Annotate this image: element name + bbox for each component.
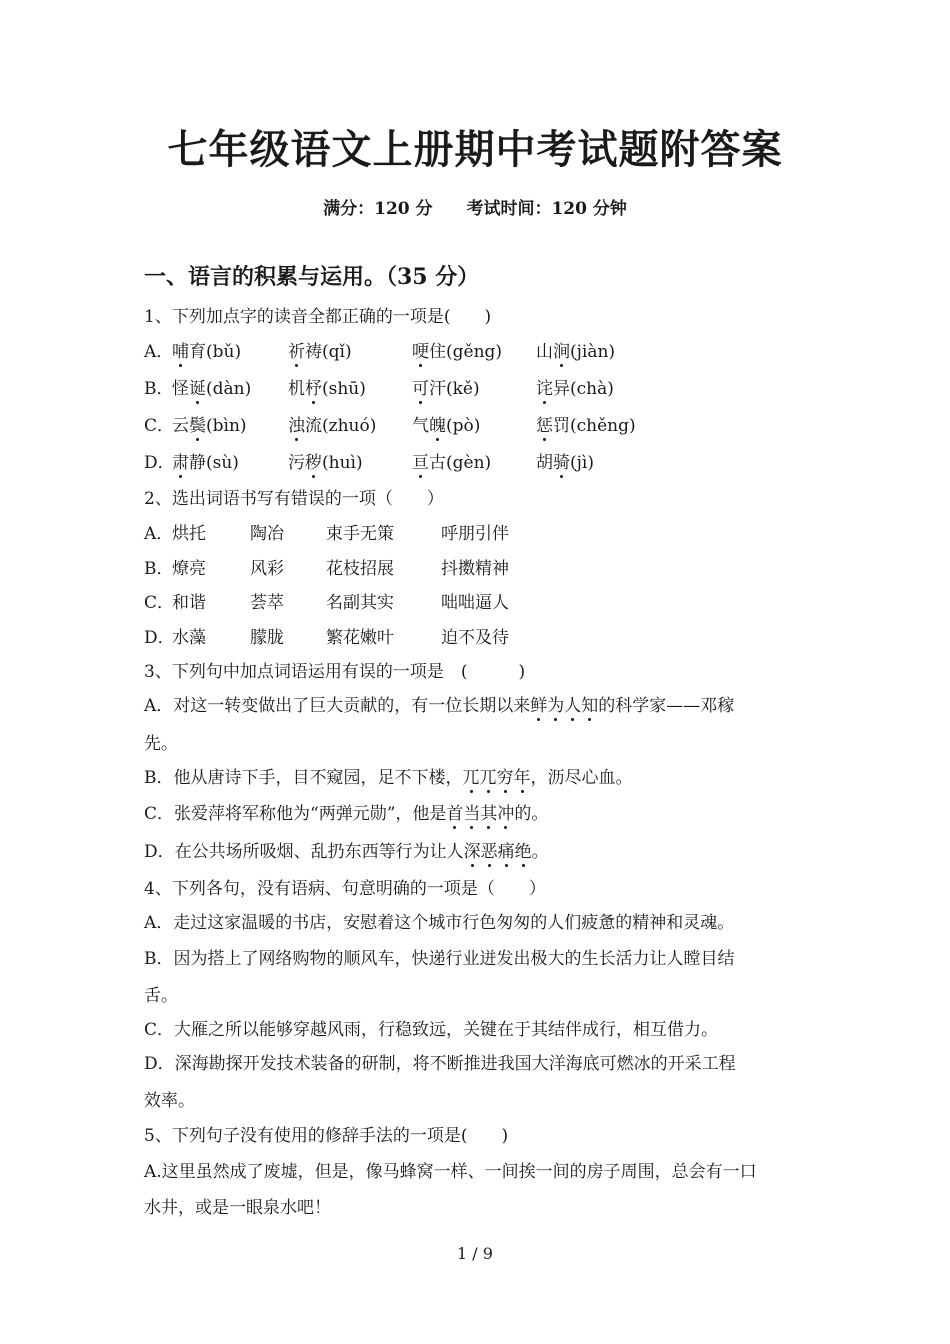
option-word: 浊流(zhuó) bbox=[288, 416, 377, 436]
page-number: 1 / 9 bbox=[457, 1244, 493, 1263]
option-word: 哺育(bǔ) bbox=[172, 342, 242, 362]
option-label: D． bbox=[144, 453, 175, 473]
option-word: 水藻 bbox=[172, 628, 206, 648]
q4-option-d: D．深海勘探开发技术装备的研制，将不断推进我国大洋海底可燃冰的开采工程 bbox=[144, 1054, 736, 1074]
option-word: 烘托 bbox=[172, 524, 206, 544]
option-word: 惩罚(chěng) bbox=[536, 416, 636, 436]
option-word: 怪诞(dàn) bbox=[172, 379, 252, 399]
option-word: 咄咄逼人 bbox=[441, 593, 509, 613]
option-word: 机杼(shū) bbox=[288, 379, 366, 399]
option-word: 污秽(huì) bbox=[288, 453, 363, 473]
option-word: 抖擞精神 bbox=[441, 559, 509, 579]
q3-option-b: B．他从唐诗下手，目不窥园，足不下楼，兀兀穷年，沥尽心血。 bbox=[144, 768, 633, 788]
q5-option-a-cont: 水井，或是一眼泉水吧！ bbox=[144, 1198, 331, 1218]
option-label: C． bbox=[144, 593, 175, 613]
option-label: A． bbox=[144, 524, 174, 544]
q1-stem: 1、下列加点字的读音全都正确的一项是( ) bbox=[144, 307, 492, 327]
option-label: D． bbox=[144, 628, 175, 648]
exam-time: 考试时间：120 分钟 bbox=[466, 199, 627, 219]
option-word: 燎亮 bbox=[172, 559, 206, 579]
option-word: 和谐 bbox=[172, 593, 206, 613]
option-word: 祈祷(qǐ) bbox=[288, 342, 352, 362]
q4-option-d-cont: 效率。 bbox=[144, 1091, 195, 1111]
q2-stem: 2、选出词语书写有错误的一项（ ） bbox=[144, 489, 444, 509]
page-title: 七年级语文上册期中考试题附答案 bbox=[167, 126, 783, 173]
q5-option-a: A.这里虽然成了废墟，但是，像马蜂窝一样、一间挨一间的房子周围，总会有一口 bbox=[144, 1162, 757, 1182]
q4-stem: 4、下列各句，没有语病、句意明确的一项是（ ） bbox=[144, 879, 546, 899]
option-word: 陶冶 bbox=[250, 524, 284, 544]
option-label: C． bbox=[144, 416, 175, 436]
option-word: 朦胧 bbox=[250, 628, 284, 648]
q4-option-b: B．因为搭上了网络购物的顺风车，快递行业迸发出极大的生长活力让人瞠目结 bbox=[144, 949, 735, 969]
option-word: 云鬓(bìn) bbox=[172, 416, 247, 436]
section-heading: 一、语言的积累与运用。（35 分） bbox=[144, 264, 480, 290]
option-word: 可汗(kě) bbox=[412, 379, 480, 399]
q3-option-d: D．在公共场所吸烟、乱扔东西等行为让人深恶痛绝。 bbox=[144, 842, 549, 862]
full-score: 满分：120 分 bbox=[323, 199, 433, 219]
q4-option-b-cont: 舌。 bbox=[144, 986, 178, 1006]
option-word: 名副其实 bbox=[326, 593, 394, 613]
q3-stem: 3、下列句中加点词语运用有误的一项是 ( ) bbox=[144, 662, 526, 682]
q4-option-c: C．大雁之所以能够穿越风雨，行稳致远，关键在于其结伴成行，相互借力。 bbox=[144, 1020, 719, 1040]
q3-option-c: C．张爱萍将军称他为“两弹元勋”，他是首当其冲的。 bbox=[144, 804, 549, 824]
q4-option-a: A．走过这家温暖的书店，安慰着这个城市行色匆匆的人们疲惫的精神和灵魂。 bbox=[144, 913, 735, 933]
option-label: B． bbox=[144, 379, 174, 399]
option-label: A． bbox=[144, 342, 174, 362]
q3-option-a-cont: 先。 bbox=[144, 734, 178, 754]
option-label: B． bbox=[144, 559, 174, 579]
option-word: 肃静(sù) bbox=[172, 453, 239, 473]
option-word: 山涧(jiàn) bbox=[536, 342, 616, 362]
option-word: 花枝招展 bbox=[326, 559, 394, 579]
q3-option-a: A．对这一转变做出了巨大贡献的，有一位长期以来鲜为人知的科学家——邓稼 bbox=[144, 696, 735, 716]
option-word: 哽住(gěng) bbox=[412, 342, 503, 362]
option-word: 气魄(pò) bbox=[412, 416, 481, 436]
q5-stem: 5、下列句子没有使用的修辞手法的一项是( ) bbox=[144, 1126, 509, 1146]
exam-meta bbox=[0, 194, 950, 219]
option-word: 亘古(gèn) bbox=[412, 453, 492, 473]
option-word: 诧异(chà) bbox=[536, 379, 614, 399]
option-word: 迫不及待 bbox=[441, 628, 509, 648]
option-word: 繁花嫩叶 bbox=[326, 628, 394, 648]
option-word: 束手无策 bbox=[326, 524, 394, 544]
option-word: 呼朋引伴 bbox=[441, 524, 509, 544]
option-word: 风彩 bbox=[250, 559, 284, 579]
option-word: 荟萃 bbox=[250, 593, 284, 613]
option-word: 胡骑(jì) bbox=[536, 453, 594, 473]
